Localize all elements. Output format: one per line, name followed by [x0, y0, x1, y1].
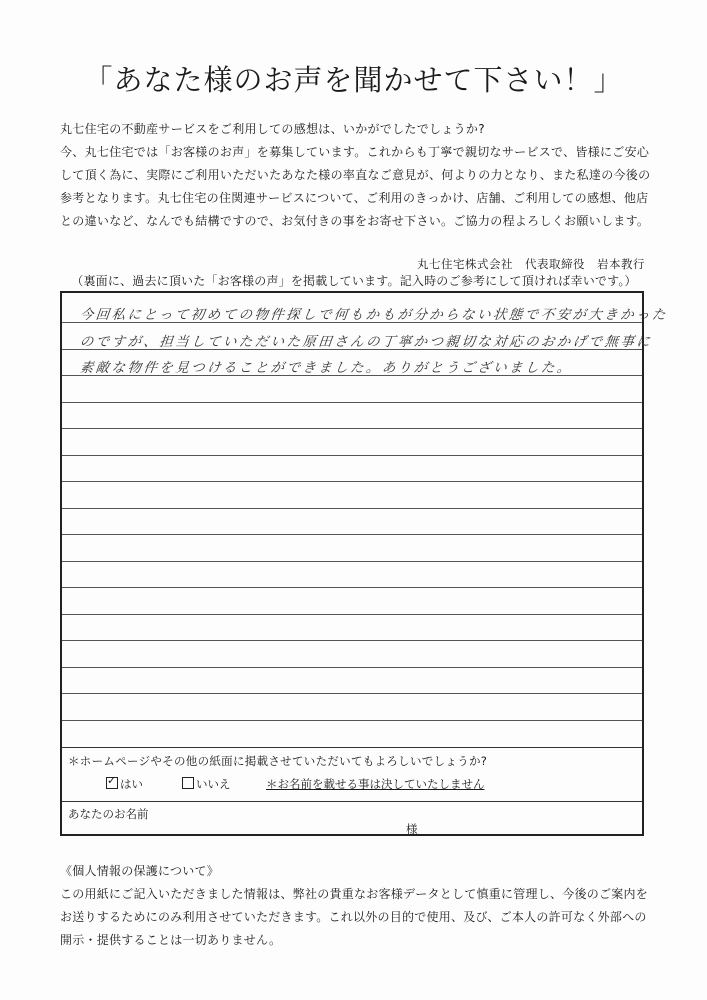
ruled-line: [62, 614, 642, 615]
ruled-line: [62, 481, 642, 482]
ruled-line: [62, 640, 642, 641]
consent-yes-option[interactable]: [106, 776, 143, 792]
checkbox-checked-icon[interactable]: [106, 777, 118, 789]
handwritten-line: のですが、担当していただいた原田さんの丁寧かつ親切な対応のおかげで無事に: [78, 334, 654, 350]
intro-text: [60, 118, 660, 233]
ruled-line: [62, 693, 642, 694]
privacy-line: お送りするためにのみ利用させていただきます。これ以外の目的で使用、及び、ご本人の許可なく外部への: [60, 910, 647, 924]
ruled-line: [62, 534, 642, 535]
ruled-line: [62, 720, 642, 721]
privacy-heading: 《個人情報の保護について》: [60, 864, 220, 878]
consent-question: ＊ホームページやその他の紙面に掲載させていただいてもよろしいでしょうか?: [68, 754, 488, 768]
intro-line: との違いなど、なんでも結構ですので、お気付きの事をお寄せ下さい。ご協力の程よろしくお願いします。: [60, 214, 650, 228]
handwritten-line: 今回私にとって初めての物件探しで何もかもが分からない状態で不安が大きかった: [78, 307, 669, 323]
ruled-line: [62, 455, 642, 456]
writing-area[interactable]: [62, 293, 669, 747]
ruled-line: [62, 428, 642, 429]
ruled-line: [62, 587, 642, 588]
intro-line: 丸七住宅の不動産サービスをご利用しての感想は、いかがでしたでしょうか?: [60, 122, 485, 136]
intro-line: 今、丸七住宅では「お客様のお声」を募集しています。これからも丁寧で親切なサービスで、皆様にご安心: [60, 145, 650, 159]
consent-no-label: いいえ: [196, 777, 231, 791]
consent-yes-label: はい: [120, 777, 143, 791]
feedback-form: [60, 291, 669, 836]
name-not-published-notice: ＊お名前を載せる事は決していたしません: [266, 777, 485, 791]
privacy-line: 開示・提供することは一切ありません。: [60, 933, 282, 947]
ruled-line: [62, 561, 642, 562]
honorific-suffix: 様: [406, 822, 418, 836]
privacy-section: [60, 860, 660, 952]
page-title: 「あなた様のお声を聞かせて下さい！」: [83, 63, 624, 97]
name-field[interactable]: [62, 801, 642, 836]
consent-no-option[interactable]: [182, 776, 231, 792]
intro-line: 参考となります。丸七住宅の住関連サービスについて、ご利用のきっかけ、店舗、ご利用しての感想、他店: [60, 191, 649, 205]
ruled-line: [62, 667, 642, 668]
ruled-line: [62, 402, 642, 403]
reference-note: （裏面に、過去に頂いた「お客様の声」を掲載しています。記入時のご参考にして頂ければ幸いです。）: [71, 274, 637, 288]
intro-line: して頂く為に、実際にご利用いただいたあなた様の率直なご意見が、何よりの力となり、また私達の今後の: [60, 168, 651, 182]
ruled-line: [62, 508, 642, 509]
privacy-line: この用紙にご記入いただきました情報は、弊社の貴重なお客様データとして慎重に管理し、今後のご案内を: [60, 887, 649, 901]
signature: 丸七住宅株式会社 代表取締役 岩本教行: [417, 257, 645, 271]
checkbox-empty-icon[interactable]: [182, 777, 194, 789]
handwritten-line: 素敵な物件を見つけることができました。ありがとうございました。: [78, 360, 574, 376]
consent-section: [62, 747, 642, 801]
name-label: あなたのお名前: [68, 807, 149, 821]
